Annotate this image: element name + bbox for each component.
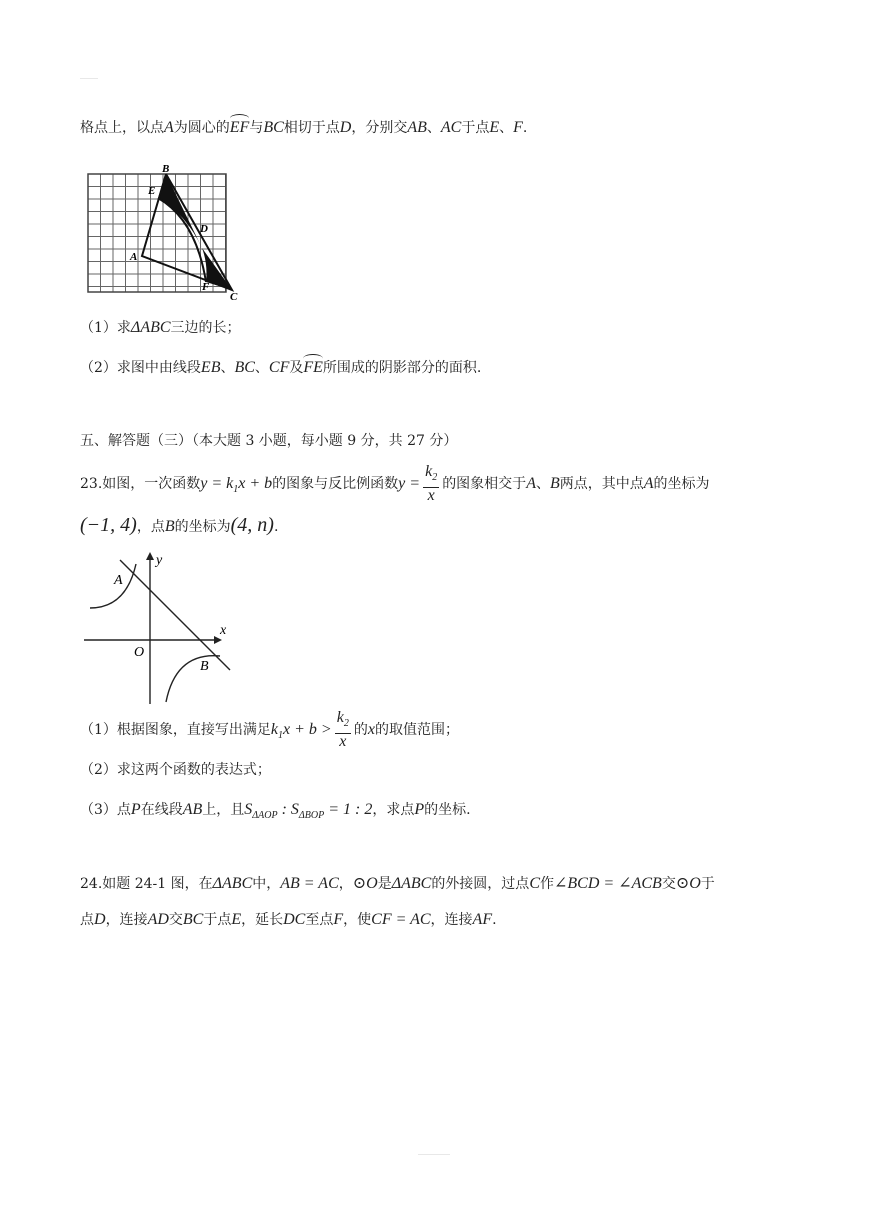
hyperbola-left-branch — [90, 564, 136, 608]
numerator: k — [336, 709, 344, 727]
text: 及 — [289, 360, 304, 376]
math-var: BC — [182, 911, 204, 928]
q23-function-figure — [80, 546, 240, 706]
area-ratio — [244, 801, 373, 822]
text: （1）根据图象，直接写出满足 — [80, 722, 271, 738]
math-var: A — [164, 119, 174, 136]
text: ，延长 — [241, 912, 284, 928]
arc-fe: FE — [303, 359, 323, 376]
math-var: P — [130, 801, 141, 818]
math-var: BC — [234, 359, 255, 376]
denominator: x — [339, 732, 347, 750]
q23-sub2: （2）求这两个函数的表达式； — [80, 762, 271, 778]
hyperbola-right-branch — [166, 656, 220, 702]
math-var: D — [339, 119, 352, 136]
math-var: E — [231, 911, 242, 928]
label-c: C — [230, 291, 238, 302]
q23-sub3 — [80, 800, 471, 826]
math-var: F — [333, 911, 344, 928]
text: ，点 — [136, 519, 165, 535]
label-y: y — [156, 553, 163, 568]
label-f: F — [202, 281, 210, 293]
label-d: D — [200, 223, 208, 235]
q22-grid-figure — [86, 160, 246, 302]
text: . — [492, 912, 497, 928]
label-b: B — [162, 163, 170, 175]
text: 的外接圆，过点 — [431, 876, 530, 892]
math-var: x — [367, 721, 375, 738]
label-b: B — [200, 659, 209, 674]
math-part: x + b > — [283, 721, 332, 738]
subscript: 1 — [233, 484, 239, 496]
text: ，连接 — [105, 912, 148, 928]
q23-line1 — [80, 464, 710, 504]
bottom-scan-mark — [418, 1154, 450, 1155]
arc-ef: EF — [229, 119, 250, 136]
text: . — [522, 120, 528, 136]
math-expr — [270, 721, 332, 742]
subscript: 2 — [432, 472, 438, 484]
text: 在线段 — [140, 802, 183, 818]
math-var: AD — [147, 911, 169, 928]
text: 、 — [499, 120, 514, 136]
math-var: CF — [268, 359, 290, 376]
text: 为圆心的 — [173, 120, 230, 136]
text: 两点，其中点 — [559, 476, 644, 492]
math-part: S — [244, 801, 253, 818]
math-part: k — [270, 721, 279, 738]
math-var: P — [414, 801, 425, 818]
math-part: = 1 : 2 — [324, 801, 373, 818]
subscript: ΔAOP — [252, 810, 278, 822]
math-part: y = k — [200, 475, 234, 492]
text: 23.如图，一次函数 — [80, 476, 201, 492]
text: 是 — [377, 876, 392, 892]
coordinate-b: (4, n) — [230, 514, 274, 536]
text: 的坐标. — [424, 802, 471, 818]
math-var: ⊙O — [352, 875, 378, 892]
text: 上，且 — [202, 802, 245, 818]
text: 相切于点 — [283, 120, 340, 136]
text: ，连接 — [430, 912, 473, 928]
q22-sub2 — [80, 358, 481, 378]
math-var: ΔABC — [391, 875, 432, 892]
text: 、 — [220, 360, 235, 376]
math-var: A — [526, 475, 536, 492]
top-scan-mark — [80, 78, 98, 79]
coordinate-a: (−1, 4) — [80, 514, 137, 536]
text: 交 — [168, 912, 183, 928]
math-var: ΔABC — [212, 875, 253, 892]
text: 的取值范围； — [374, 722, 459, 738]
q23-sub1 — [80, 710, 459, 750]
denominator: x — [427, 486, 435, 504]
text: 于点 — [461, 120, 490, 136]
math-var: AB — [407, 119, 427, 136]
text: 的 — [353, 722, 368, 738]
math-expr: AB = AC — [280, 875, 339, 892]
text: （1）求 — [80, 320, 131, 336]
text: 格点上，以点 — [80, 120, 164, 136]
math-var: D — [94, 911, 106, 928]
text: 于点 — [203, 912, 232, 928]
text: 、 — [254, 360, 269, 376]
math-var: C — [529, 875, 540, 892]
label-a: A — [114, 573, 123, 588]
subscript: 1 — [278, 730, 284, 742]
text: ，使 — [343, 912, 372, 928]
math-var: AF — [472, 911, 493, 928]
text: 所围成的阴影部分的面积. — [322, 360, 482, 376]
math-expr: CF = AC — [371, 911, 431, 928]
math-expr — [200, 475, 273, 496]
text: . — [273, 519, 279, 535]
math-var: EB — [200, 359, 221, 376]
text: 于 — [700, 876, 715, 892]
text: ， — [338, 876, 353, 892]
text: 的坐标为 — [174, 519, 231, 535]
math-var: AB — [182, 801, 203, 818]
math-var: BC — [263, 119, 284, 136]
text: 、 — [535, 476, 550, 492]
subscript: ΔBOP — [298, 810, 325, 822]
text: 、 — [426, 120, 441, 136]
math-part: S — [290, 801, 299, 818]
text: 与 — [249, 120, 264, 136]
text: 的图象与反比例函数 — [272, 476, 399, 492]
q23-line2 — [80, 512, 278, 538]
q24-line2 — [80, 910, 497, 930]
numerator: k — [425, 463, 433, 481]
text: 作 — [539, 876, 554, 892]
section-5-heading: 五、解答题（三）（本大题 3 小题，每小题 9 分，共 27 分） — [80, 433, 458, 449]
text: （2）求图中由线段 — [80, 360, 201, 376]
q24-line1 — [80, 874, 715, 894]
fraction-k2-over-x — [423, 464, 439, 503]
math-part: : — [277, 801, 291, 818]
text: 交 — [661, 876, 676, 892]
q22-sub1 — [80, 318, 241, 338]
text: 中， — [252, 876, 281, 892]
math-var: DC — [283, 911, 306, 928]
text: 点 — [80, 912, 94, 928]
label-o: O — [134, 645, 145, 660]
text: 24.如题 24-1 图，在 — [80, 876, 213, 892]
math-part: x + b — [238, 475, 273, 492]
text: 的图象相交于 — [442, 476, 527, 492]
subscript: 2 — [343, 718, 349, 730]
text: ，分别交 — [351, 120, 408, 136]
label-e: E — [148, 185, 156, 197]
fraction-k2-over-x — [335, 710, 351, 749]
y-axis-arrow — [146, 552, 154, 560]
text: 的坐标为 — [653, 476, 710, 492]
text: ，求点 — [372, 802, 415, 818]
math-var: ΔABC — [130, 319, 171, 336]
text: （3）点 — [80, 802, 131, 818]
math-var: F — [513, 119, 523, 136]
label-a: A — [130, 251, 138, 263]
math-part: y = — [398, 475, 421, 492]
q22-intro — [80, 118, 527, 138]
math-var: B — [549, 475, 560, 492]
math-var: A — [643, 475, 654, 492]
math-var: B — [164, 518, 175, 535]
math-expr: ∠BCD = ∠ACB — [553, 875, 662, 892]
math-var: ⊙O — [675, 875, 701, 892]
text: 三边的长； — [170, 320, 241, 336]
text: 至点 — [305, 912, 334, 928]
math-var: E — [489, 119, 500, 136]
label-x: x — [220, 623, 227, 638]
math-var: AC — [440, 119, 462, 136]
